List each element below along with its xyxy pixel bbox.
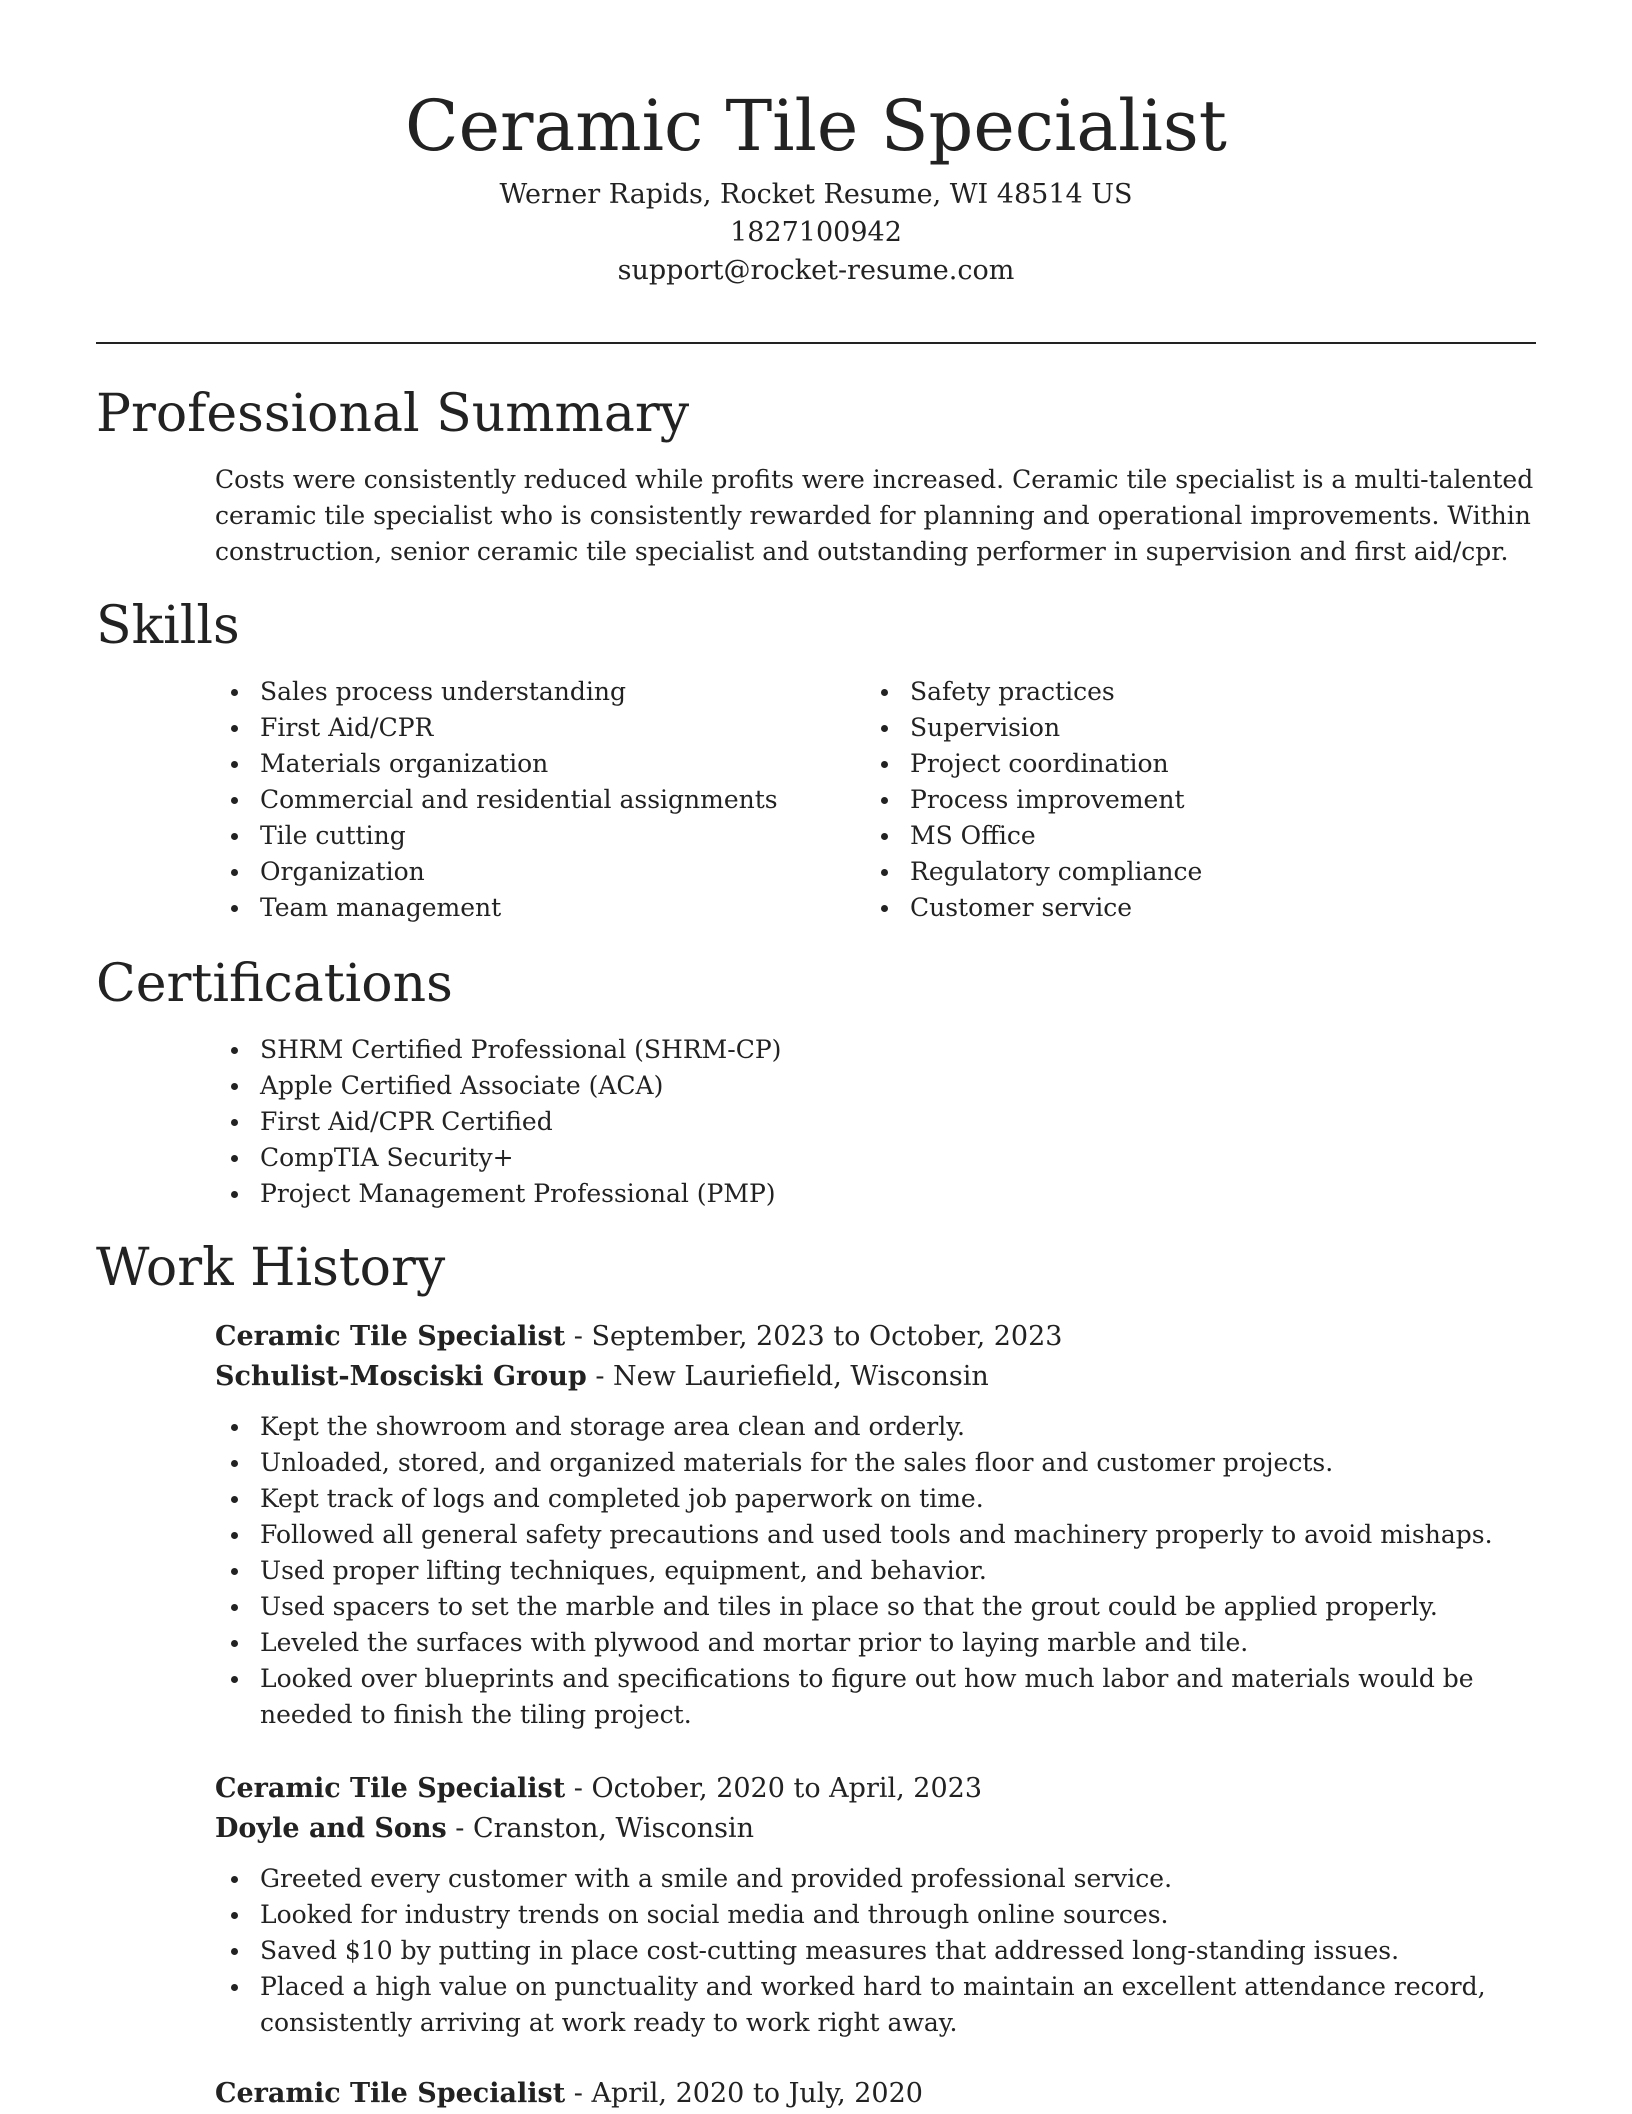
skill-item: Customer service bbox=[865, 890, 1505, 926]
certification-item: CompTIA Security+ bbox=[215, 1140, 1515, 1176]
certification-item: First Aid/CPR Certified bbox=[215, 1104, 1515, 1140]
job-title-line bbox=[215, 1769, 1545, 1809]
certification-item: SHRM Certified Professional (SHRM-CP) bbox=[215, 1032, 1515, 1068]
job-company: Doyle and Sons bbox=[215, 1813, 447, 1844]
job-duty: Kept track of logs and completed job paperwork on time. bbox=[215, 1481, 1545, 1517]
skill-item: Tile cutting bbox=[215, 818, 855, 854]
skill-item: MS Office bbox=[865, 818, 1505, 854]
job-duty: Followed all general safety precautions and used tools and machinery properly to avoid mishaps. bbox=[215, 1517, 1545, 1553]
certification-item: Project Management Professional (PMP) bbox=[215, 1176, 1515, 1212]
job-role: Ceramic Tile Specialist bbox=[215, 2078, 566, 2109]
skill-item: Team management bbox=[215, 890, 855, 926]
summary-text: Costs were consistently reduced while profits were increased. Ceramic tile specialist is a multi-talented ceramic tile specialist who is consistently rewarded for planning and operational improvements. Within construction, senior ceramic tile specialist and outstanding performer in supervision and first aid/cpr. bbox=[215, 465, 1534, 566]
skill-item: Supervision bbox=[865, 710, 1505, 746]
skills-list-left bbox=[215, 674, 855, 926]
job-duty: Leveled the surfaces with plywood and mortar prior to laying marble and tile. bbox=[215, 1625, 1545, 1661]
job-location: - Cranston, Wisconsin bbox=[446, 1813, 754, 1844]
certifications-heading: Certifications bbox=[96, 954, 453, 1014]
skill-item: Organization bbox=[215, 854, 855, 890]
skill-item: Project coordination bbox=[865, 746, 1505, 782]
contact-phone: 1827100942 bbox=[730, 217, 902, 248]
job-duty: Greeted every customer with a smile and provided professional service. bbox=[215, 1861, 1545, 1897]
skill-item: Process improvement bbox=[865, 782, 1505, 818]
job-duty: Looked over blueprints and specifications to figure out how much labor and materials would be needed to finish the tiling project. bbox=[215, 1661, 1545, 1733]
contact-info bbox=[0, 176, 1632, 290]
job-duty: Used proper lifting techniques, equipment, and behavior. bbox=[215, 1553, 1545, 1589]
job-company-line bbox=[215, 1809, 1545, 1849]
candidate-name: Ceramic Tile Specialist bbox=[405, 85, 1227, 167]
job-location: - New Lauriefield, Wisconsin bbox=[586, 1361, 989, 1392]
job-company-line bbox=[215, 1357, 1545, 1397]
job-duty: Placed a high value on punctuality and worked hard to maintain an excellent attendance record, consistently arriving at work ready to work right away. bbox=[215, 1969, 1545, 2041]
job-dates: - September, 2023 to October, 2023 bbox=[565, 1321, 1063, 1352]
skill-item: Sales process understanding bbox=[215, 674, 855, 710]
skill-item: Safety practices bbox=[865, 674, 1505, 710]
summary-heading: Professional Summary bbox=[96, 384, 690, 444]
skill-item: Commercial and residential assignments bbox=[215, 782, 855, 818]
contact-email: support@rocket-resume.com bbox=[617, 255, 1015, 286]
skill-item: First Aid/CPR bbox=[215, 710, 855, 746]
job-duty: Kept the showroom and storage area clean and orderly. bbox=[215, 1409, 1545, 1445]
job-duty: Unloaded, stored, and organized materials for the sales floor and customer projects. bbox=[215, 1445, 1545, 1481]
job-entry bbox=[215, 1769, 1545, 2041]
job-duty: Used spacers to set the marble and tiles in place so that the grout could be applied properly. bbox=[215, 1589, 1545, 1625]
skill-item: Regulatory compliance bbox=[865, 854, 1505, 890]
work-history-heading: Work History bbox=[96, 1238, 446, 1298]
job-role: Ceramic Tile Specialist bbox=[215, 1321, 566, 1352]
job-company: Schulist-Mosciski Group bbox=[215, 1361, 587, 1392]
skill-item: Materials organization bbox=[215, 746, 855, 782]
resume-header bbox=[0, 0, 1632, 290]
job-dates: - October, 2020 to April, 2023 bbox=[565, 1773, 983, 1804]
job-dates: - April, 2020 to July, 2020 bbox=[565, 2078, 923, 2109]
job-duty: Saved $10 by putting in place cost-cutting measures that addressed long-standing issues. bbox=[215, 1933, 1545, 1969]
job-role: Ceramic Tile Specialist bbox=[215, 1773, 566, 1804]
job-duty: Looked for industry trends on social media and through online sources. bbox=[215, 1897, 1545, 1933]
certification-item: Apple Certified Associate (ACA) bbox=[215, 1068, 1515, 1104]
skills-list-right bbox=[865, 674, 1505, 926]
skills-heading: Skills bbox=[96, 596, 240, 656]
header-divider bbox=[96, 342, 1536, 344]
contact-address: Werner Rapids, Rocket Resume, WI 48514 US bbox=[499, 179, 1133, 210]
job-duties-list bbox=[215, 1409, 1545, 1733]
job-duties-list bbox=[215, 1861, 1545, 2041]
certifications-list bbox=[215, 1032, 1515, 1212]
job-title-line bbox=[215, 1317, 1545, 1357]
job-title-line bbox=[215, 2074, 1545, 2114]
job-entry bbox=[215, 1317, 1545, 1733]
job-entry bbox=[215, 2074, 1545, 2114]
